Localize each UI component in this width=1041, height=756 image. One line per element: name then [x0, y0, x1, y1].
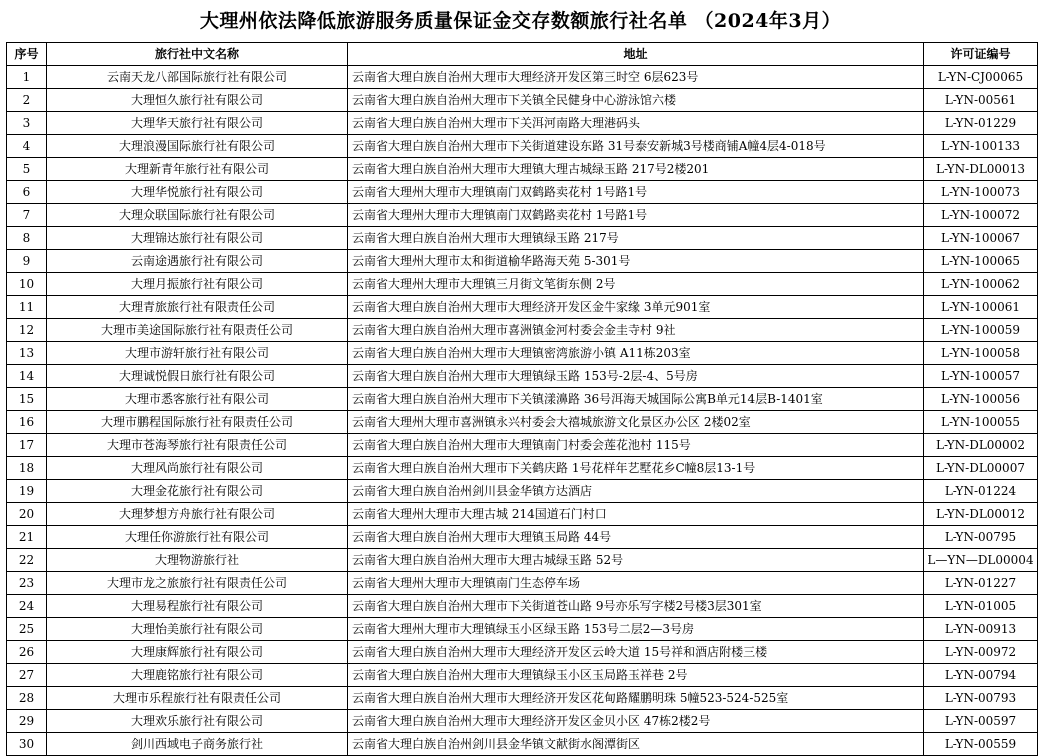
cell-no: 28 [7, 687, 47, 710]
table-row [7, 319, 1038, 342]
cell-name: 大理市美途国际旅行社有限责任公司 [47, 319, 348, 342]
cell-no: 27 [7, 664, 47, 687]
table-row [7, 388, 1038, 411]
table-row [7, 411, 1038, 434]
cell-address: 云南省大理白族自治州大理市下关鹤庆路 1号花样年艺墅花乡C幢8层13-1号 [348, 457, 924, 480]
cell-address: 云南省大理白族自治州大理市下关洱河南路大理港码头 [348, 112, 924, 135]
table-row [7, 273, 1038, 296]
cell-license: L-YN-100059 [924, 319, 1038, 342]
cell-address: 云南省大理州大理市大理镇南门双鹤路卖花村 1号路1号 [348, 204, 924, 227]
cell-no: 14 [7, 365, 47, 388]
cell-license: L-YN-01224 [924, 480, 1038, 503]
cell-license: L-YN-100067 [924, 227, 1038, 250]
cell-name: 大理风尚旅行社有限公司 [47, 457, 348, 480]
cell-no: 30 [7, 733, 47, 756]
header-name: 旅行社中文名称 [47, 43, 348, 66]
cell-name: 大理浪漫国际旅行社有限公司 [47, 135, 348, 158]
cell-license: L—YN—DL00004 [924, 549, 1038, 572]
cell-address: 云南省大理州大理市喜洲镇永兴村委会大禧城旅游文化景区办公区 2楼02室 [348, 411, 924, 434]
cell-address: 云南省大理白族自治州大理市大理经济开发区金牛家缘 3单元901室 [348, 296, 924, 319]
travel-agency-table [6, 42, 1038, 756]
cell-license: L-YN-100061 [924, 296, 1038, 319]
cell-address: 云南省大理白族自治州大理市大理镇玉局路 44号 [348, 526, 924, 549]
cell-address: 云南省大理白族自治州大理市下关街道苍山路 9号亦乐写字楼2号楼3层301室 [348, 595, 924, 618]
table-row [7, 526, 1038, 549]
cell-no: 25 [7, 618, 47, 641]
table-row [7, 457, 1038, 480]
table-row [7, 664, 1038, 687]
table-row [7, 434, 1038, 457]
table-row [7, 89, 1038, 112]
cell-license: L-YN-00561 [924, 89, 1038, 112]
cell-address: 云南省大理白族自治州大理市下关镇全民健身中心游泳馆六楼 [348, 89, 924, 112]
table-row [7, 733, 1038, 756]
cell-license: L-YN-100057 [924, 365, 1038, 388]
cell-license: L-YN-01229 [924, 112, 1038, 135]
cell-name: 大理鹿铭旅行社有限公司 [47, 664, 348, 687]
cell-name: 云南天龙八部国际旅行社有限公司 [47, 66, 348, 89]
table-row [7, 365, 1038, 388]
table-row [7, 618, 1038, 641]
cell-no: 23 [7, 572, 47, 595]
table-row [7, 710, 1038, 733]
table-row [7, 549, 1038, 572]
cell-name: 大理梦想方舟旅行社有限公司 [47, 503, 348, 526]
header-license: 许可证编号 [924, 43, 1038, 66]
cell-license: L-YN-DL00002 [924, 434, 1038, 457]
cell-name: 大理恒久旅行社有限公司 [47, 89, 348, 112]
table-row [7, 227, 1038, 250]
cell-name: 大理诚悦假日旅行社有限公司 [47, 365, 348, 388]
cell-license: L-YN-01227 [924, 572, 1038, 595]
table-row [7, 296, 1038, 319]
cell-no: 4 [7, 135, 47, 158]
cell-address: 云南省大理白族自治州大理市大理镇绿玉路 153号-2层-4、5号房 [348, 365, 924, 388]
cell-address: 云南省大理白族自治州大理市大理镇南门村委会莲花池村 115号 [348, 434, 924, 457]
cell-name: 大理锦达旅行社有限公司 [47, 227, 348, 250]
cell-license: L-YN-00559 [924, 733, 1038, 756]
cell-address: 云南省大理州大理市大理镇南门生态停车场 [348, 572, 924, 595]
cell-no: 2 [7, 89, 47, 112]
cell-license: L-YN-100073 [924, 181, 1038, 204]
cell-name: 大理市鹏程国际旅行社有限责任公司 [47, 411, 348, 434]
table-row [7, 342, 1038, 365]
cell-name: 大理市乐程旅行社有限责任公司 [47, 687, 348, 710]
cell-no: 17 [7, 434, 47, 457]
cell-address: 云南省大理白族自治州大理市大理古城绿玉路 52号 [348, 549, 924, 572]
cell-address: 云南省大理白族自治州大理市大理经济开发区金贝小区 47栋2楼2号 [348, 710, 924, 733]
cell-name: 大理市龙之旅旅行社有限责任公司 [47, 572, 348, 595]
cell-no: 26 [7, 641, 47, 664]
cell-name: 大理任你游旅行社有限公司 [47, 526, 348, 549]
cell-address: 云南省大理白族自治州剑川县金华镇文献街水阁潭街区 [348, 733, 924, 756]
cell-no: 1 [7, 66, 47, 89]
page-title: 大理州依法降低旅游服务质量保证金交存数额旅行社名单 （2024年3月） [199, 10, 842, 32]
cell-address: 云南省大理白族自治州大理市喜洲镇金河村委会金圭寺村 9社 [348, 319, 924, 342]
cell-no: 22 [7, 549, 47, 572]
cell-name: 大理欢乐旅行社有限公司 [47, 710, 348, 733]
cell-license: L-YN-00795 [924, 526, 1038, 549]
cell-no: 15 [7, 388, 47, 411]
cell-address: 云南省大理州大理市大理古城 214国道石门村口 [348, 503, 924, 526]
table-row [7, 503, 1038, 526]
cell-license: L-YN-00794 [924, 664, 1038, 687]
table-row [7, 66, 1038, 89]
cell-name: 大理月振旅行社有限公司 [47, 273, 348, 296]
cell-no: 6 [7, 181, 47, 204]
cell-address: 云南省大理州大理市大理镇绿玉小区绿玉路 153号二层2—3号房 [348, 618, 924, 641]
cell-no: 11 [7, 296, 47, 319]
cell-license: L-YN-00972 [924, 641, 1038, 664]
table-header-row [7, 43, 1038, 66]
cell-license: L-YN-100056 [924, 388, 1038, 411]
cell-name: 大理康辉旅行社有限公司 [47, 641, 348, 664]
cell-no: 8 [7, 227, 47, 250]
cell-license: L-YN-100065 [924, 250, 1038, 273]
cell-license: L-YN-00913 [924, 618, 1038, 641]
table-row [7, 112, 1038, 135]
table-row [7, 181, 1038, 204]
cell-name: 大理华天旅行社有限公司 [47, 112, 348, 135]
table-row [7, 687, 1038, 710]
cell-name: 大理市苍海琴旅行社有限责任公司 [47, 434, 348, 457]
cell-license: L-YN-DL00013 [924, 158, 1038, 181]
table-row [7, 204, 1038, 227]
header-address: 地址 [348, 43, 924, 66]
cell-license: L-YN-100072 [924, 204, 1038, 227]
cell-no: 19 [7, 480, 47, 503]
cell-name: 大理怡美旅行社有限公司 [47, 618, 348, 641]
cell-name: 大理物游旅行社 [47, 549, 348, 572]
cell-address: 云南省大理白族自治州大理市大理镇绿玉小区玉局路玉祥巷 2号 [348, 664, 924, 687]
cell-no: 10 [7, 273, 47, 296]
cell-no: 13 [7, 342, 47, 365]
cell-license: L-YN-100058 [924, 342, 1038, 365]
cell-license: L-YN-00597 [924, 710, 1038, 733]
table-row [7, 250, 1038, 273]
cell-address: 云南省大理白族自治州剑川县金华镇方达酒店 [348, 480, 924, 503]
cell-address: 云南省大理州大理市大理镇南门双鹤路卖花村 1号路1号 [348, 181, 924, 204]
cell-no: 9 [7, 250, 47, 273]
cell-address: 云南省大理白族自治州大理市下关镇漾濞路 36号洱海天城国际公寓B单元14层B-1401室 [348, 388, 924, 411]
cell-license: L-YN-DL00012 [924, 503, 1038, 526]
cell-address: 云南省大理州大理市太和街道榆华路海天苑 5-301号 [348, 250, 924, 273]
cell-license: L-YN-CJ00065 [924, 66, 1038, 89]
cell-license: L-YN-100133 [924, 135, 1038, 158]
cell-name: 大理市悉客旅行社有限公司 [47, 388, 348, 411]
table-row [7, 158, 1038, 181]
cell-no: 16 [7, 411, 47, 434]
cell-name: 大理众联国际旅行社有限公司 [47, 204, 348, 227]
table-row [7, 595, 1038, 618]
cell-license: L-YN-DL00007 [924, 457, 1038, 480]
cell-no: 7 [7, 204, 47, 227]
cell-address: 云南省大理白族自治州大理市大理经济开发区第三时空 6层623号 [348, 66, 924, 89]
cell-name: 大理新青年旅行社有限公司 [47, 158, 348, 181]
cell-address: 云南省大理白族自治州大理市大理经济开发区云岭大道 15号祥和酒店附楼三楼 [348, 641, 924, 664]
table-row [7, 480, 1038, 503]
cell-address: 云南省大理白族自治州大理市大理镇绿玉路 217号 [348, 227, 924, 250]
table-row [7, 135, 1038, 158]
header-no: 序号 [7, 43, 47, 66]
cell-no: 29 [7, 710, 47, 733]
cell-address: 云南省大理白族自治州大理市下关街道建设东路 31号泰安新城3号楼商铺A幢4层4-018号 [348, 135, 924, 158]
cell-license: L-YN-00793 [924, 687, 1038, 710]
cell-name: 剑川西域电子商务旅行社 [47, 733, 348, 756]
cell-license: L-YN-01005 [924, 595, 1038, 618]
cell-no: 5 [7, 158, 47, 181]
cell-address: 云南省大理州大理市大理镇三月街文笔街东侧 2号 [348, 273, 924, 296]
cell-no: 3 [7, 112, 47, 135]
cell-address: 云南省大理白族自治州大理市大理镇密湾旅游小镇 A11栋203室 [348, 342, 924, 365]
cell-name: 大理易程旅行社有限公司 [47, 595, 348, 618]
cell-name: 大理市游轩旅行社有限公司 [47, 342, 348, 365]
cell-address: 云南省大理白族自治州大理市大理经济开发区花甸路耀鹏明珠 5幢523-524-525室 [348, 687, 924, 710]
cell-name: 大理金花旅行社有限公司 [47, 480, 348, 503]
cell-no: 18 [7, 457, 47, 480]
table-row [7, 572, 1038, 595]
cell-name: 云南途遇旅行社有限公司 [47, 250, 348, 273]
cell-license: L-YN-100062 [924, 273, 1038, 296]
cell-name: 大理华悦旅行社有限公司 [47, 181, 348, 204]
cell-no: 20 [7, 503, 47, 526]
cell-address: 云南省大理白族自治州大理市大理镇大理古城绿玉路 217号2楼201 [348, 158, 924, 181]
cell-name: 大理青旅旅行社有限责任公司 [47, 296, 348, 319]
cell-no: 24 [7, 595, 47, 618]
cell-no: 12 [7, 319, 47, 342]
cell-license: L-YN-100055 [924, 411, 1038, 434]
table-row [7, 641, 1038, 664]
cell-no: 21 [7, 526, 47, 549]
